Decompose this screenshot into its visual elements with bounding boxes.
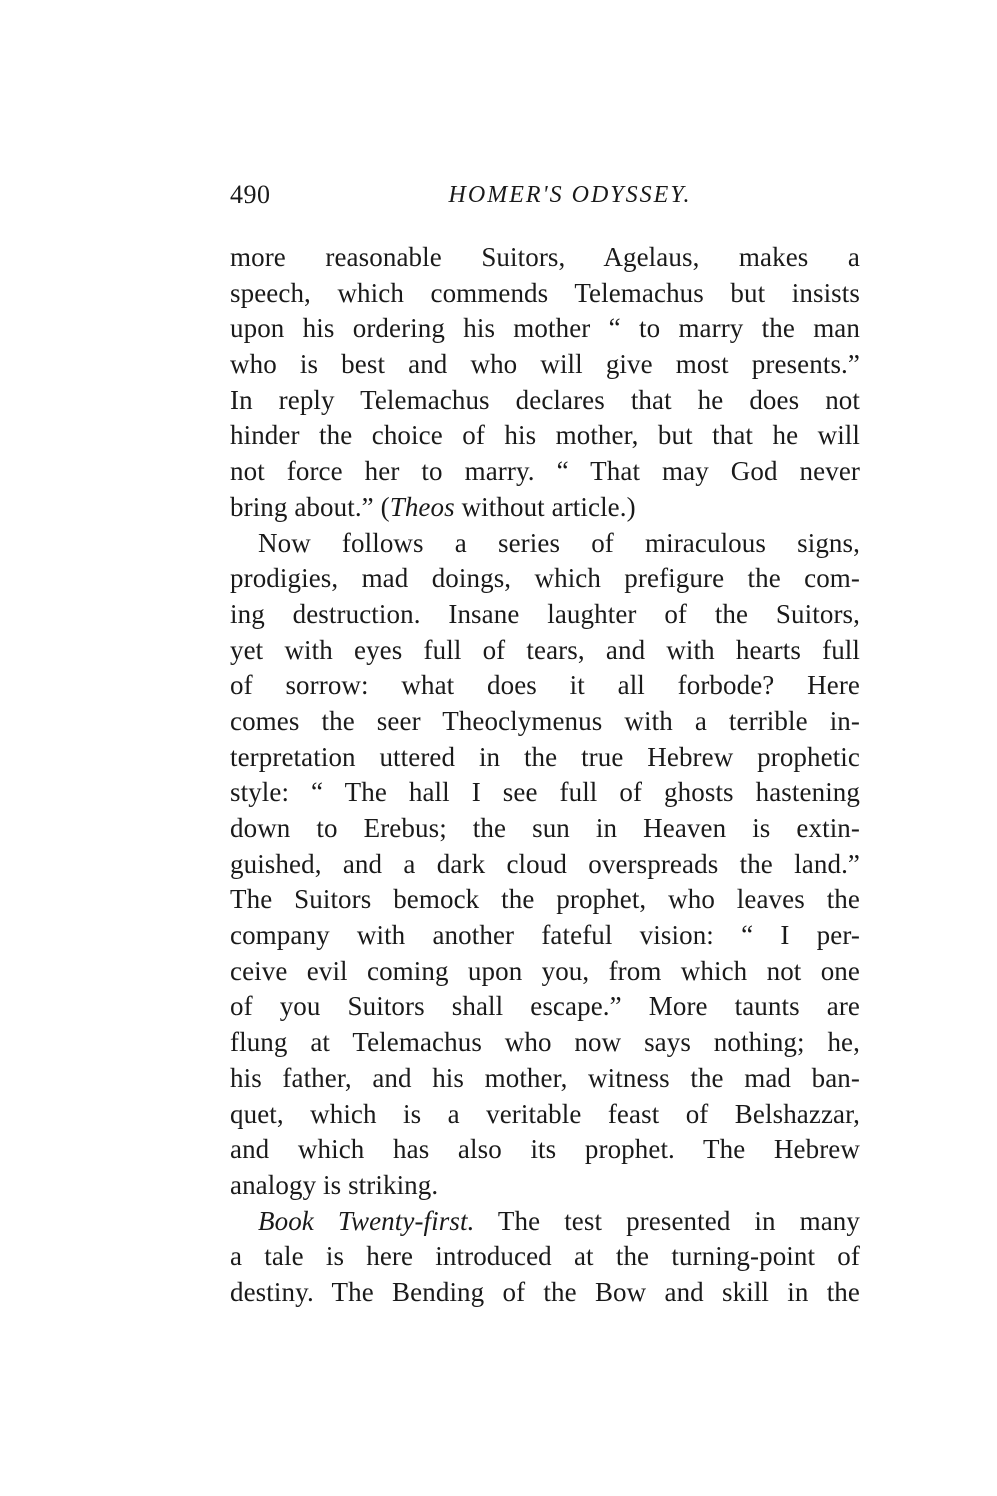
text-line: ceive evil coming upon you, from which not one — [230, 955, 860, 986]
text-line: upon his ordering his mother “ to marry the man — [230, 313, 860, 344]
text-line: guished, and a dark cloud overspreads the land.” — [230, 848, 860, 879]
text-line-paragraph-start: Now follows a series of miraculous signs, — [258, 527, 860, 558]
text-line: comes the seer Theoclymenus with a terrible in- — [230, 705, 860, 736]
text-line: speech, which commends Telemachus but insists — [230, 277, 860, 308]
text-line-paragraph-start — [230, 1204, 860, 1240]
text-line: flung at Telemachus who now says nothing; he, — [230, 1027, 860, 1058]
running-title: HOMER'S ODYSSEY. — [448, 182, 692, 208]
page-header — [230, 180, 860, 220]
page-number: 490 — [230, 180, 271, 209]
text-line: down to Erebus; the sun in Heaven is extin- — [230, 813, 860, 843]
italic-heading: Book Twenty-first. — [258, 1205, 475, 1236]
text-line: more reasonable Suitors, Agelaus, makes a — [230, 242, 860, 272]
text-line: In reply Telemachus declares that he does not — [230, 384, 860, 415]
text-line: of you Suitors shall escape.” More taunts are — [230, 991, 860, 1022]
text-line: hinder the choice of his mother, but that he will — [230, 420, 860, 451]
text-line: a tale is here introduced at the turning-point of — [230, 1241, 860, 1272]
text-line: who is best and who will give most presents.” — [230, 349, 860, 380]
text-line: of sorrow: what does it all forbode? Here — [230, 670, 860, 701]
text-line: company with another fateful vision: “ I per- — [230, 920, 860, 951]
text-line: not force her to marry. “ That may God never — [230, 456, 860, 487]
text-line: quet, which is a veritable feast of Belshazzar, — [230, 1098, 860, 1129]
text-line-paragraph-end — [230, 490, 860, 526]
text-line: The Suitors bemock the prophet, who leaves the — [230, 884, 860, 915]
text-line: terpretation uttered in the true Hebrew prophetic — [230, 741, 860, 772]
text-line: destiny. The Bending of the Bow and skill in the — [230, 1276, 860, 1307]
text-fragment: without article.) — [454, 491, 636, 522]
body-text — [230, 240, 860, 1311]
text-line: ing destruction. Insane laughter of the Suitors, — [230, 598, 860, 629]
text-line: yet with eyes full of tears, and with hearts full — [230, 634, 860, 665]
text-fragment: The test presented in many — [474, 1205, 860, 1236]
text-line-paragraph-end: analogy is striking. — [230, 1169, 439, 1200]
text-line: and which has also its prophet. The Hebrew — [230, 1134, 860, 1165]
italic-word: Theos — [389, 491, 455, 522]
text-line: style: “ The hall I see full of ghosts hastening — [230, 777, 860, 808]
text-line: his father, and his mother, witness the mad ban- — [230, 1062, 860, 1093]
text-line: prodigies, mad doings, which prefigure the com- — [230, 563, 860, 594]
text-fragment: bring about.” ( — [230, 491, 390, 522]
